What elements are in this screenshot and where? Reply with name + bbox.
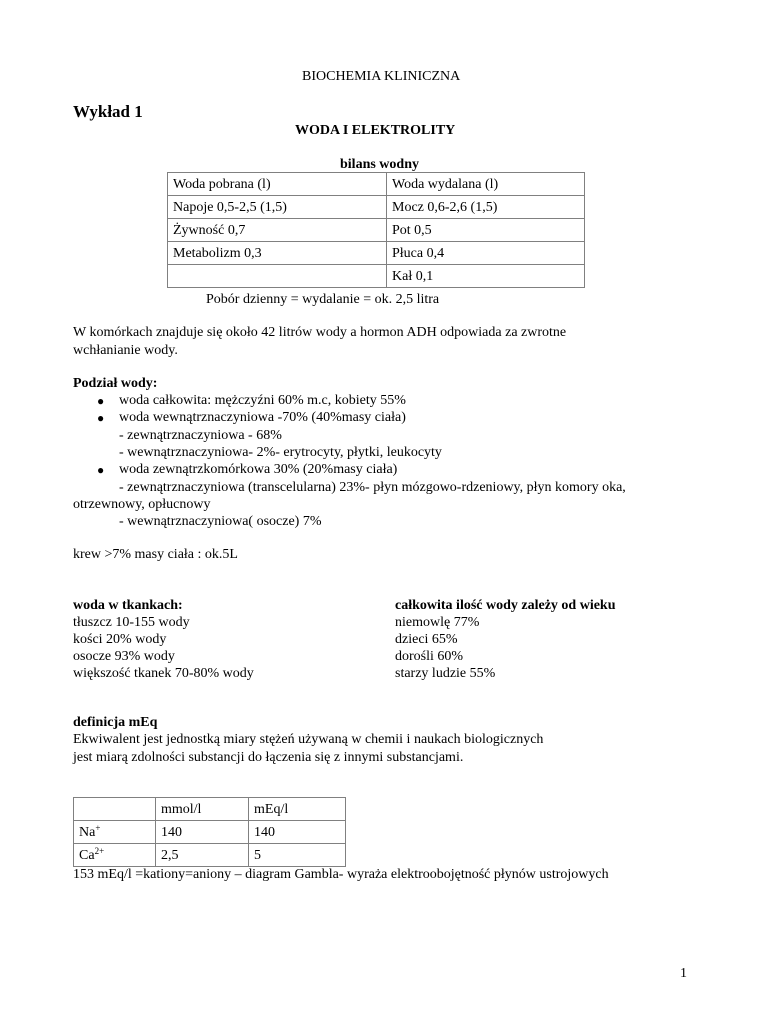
table-cell: 140 <box>249 821 346 844</box>
table-header-cell <box>74 798 156 821</box>
table-row <box>74 821 346 844</box>
list-subitem: - wewnątrznaczyniowa( osocze) 7% <box>119 514 322 529</box>
section-title: WODA I ELEKTROLITY <box>295 123 456 138</box>
table-row <box>168 242 585 265</box>
intro-line: wchłanianie wody. <box>73 343 178 358</box>
bullet-icon: ● <box>97 394 105 408</box>
ion-symbol: Ca <box>79 847 95 863</box>
table-cell: Napoje 0,5-2,5 (1,5) <box>168 196 387 219</box>
list-subitem: - zewnątrznaczyniowa - 68% <box>119 428 282 443</box>
table-row <box>168 265 585 288</box>
meq-line: Ekwiwalent jest jednostką miary stężeń używaną w chemii i naukach biologicznych <box>73 732 544 747</box>
table-cell: Żywność 0,7 <box>168 219 387 242</box>
table-row <box>74 798 346 821</box>
division-heading: Podział wody: <box>73 376 158 391</box>
list-item: osocze 93% wody <box>73 649 175 664</box>
list-item: dzieci 65% <box>395 632 458 647</box>
table-cell: 5 <box>249 844 346 867</box>
ions-table <box>73 797 346 867</box>
list-item: woda całkowita: mężczyźni 60% m.c, kobiety 55% <box>119 393 406 408</box>
table-row <box>168 196 585 219</box>
table-cell: Pot 0,5 <box>387 219 585 242</box>
table-cell: Kał 0,1 <box>387 265 585 288</box>
age-heading: całkowita ilość wody zależy od wieku <box>395 598 616 613</box>
table-cell: 2,5 <box>156 844 249 867</box>
table-row <box>168 173 585 196</box>
water-balance-caption: bilans wodny <box>340 157 419 172</box>
gamble-note: 153 mEq/l =kationy=aniony – diagram Gambla- wyraża elektroobojętność płynów ustrojowych <box>73 867 609 882</box>
list-item: dorośli 60% <box>395 649 464 664</box>
document-title: BIOCHEMIA KLINICZNA <box>302 69 461 84</box>
lecture-heading: Wykład 1 <box>73 102 143 121</box>
list-subitem-continuation: otrzewnowy, opłucnowy <box>73 497 211 512</box>
bullet-icon: ● <box>97 411 105 425</box>
table-cell: 140 <box>156 821 249 844</box>
list-item: starzy ludzie 55% <box>395 666 496 681</box>
table-header-cell: mmol/l <box>156 798 249 821</box>
list-item: większość tkanek 70-80% wody <box>73 666 254 681</box>
list-item: tłuszcz 10-155 wody <box>73 615 190 630</box>
water-balance-note: Pobór dzienny = wydalanie = ok. 2,5 litra <box>206 292 440 307</box>
page-number: 1 <box>680 966 687 981</box>
meq-line: jest miarą zdolności substancji do łączenia się z innymi substancjami. <box>73 750 464 765</box>
table-cell: Metabolizm 0,3 <box>168 242 387 265</box>
list-item: kości 20% wody <box>73 632 167 647</box>
table-cell: Woda wydalana (l) <box>387 173 585 196</box>
ion-symbol: Na <box>79 824 96 840</box>
table-cell: Woda pobrana (l) <box>168 173 387 196</box>
list-item: woda zewnątrzkomórkowa 30% (20%masy ciała) <box>119 462 398 477</box>
list-item: woda wewnątrznaczyniowa -70% (40%masy ciała) <box>119 410 406 425</box>
ion-cell <box>74 821 156 844</box>
ion-charge: 2+ <box>94 845 105 856</box>
table-cell: Płuca 0,4 <box>387 242 585 265</box>
water-balance-table <box>167 172 585 288</box>
list-subitem: - zewnątrznaczyniowa (transcelularna) 23%- płyn mózgowo-rdzeniowy, płyn komory oka, <box>119 480 626 495</box>
table-cell <box>168 265 387 288</box>
meq-heading: definicja mEq <box>73 715 158 730</box>
ion-cell <box>74 844 156 867</box>
blood-note: krew >7% masy ciała : ok.5L <box>73 547 238 562</box>
bullet-icon: ● <box>97 463 105 477</box>
table-row <box>74 844 346 867</box>
list-subitem: - wewnątrznaczyniowa- 2%- erytrocyty, płytki, leukocyty <box>119 445 442 460</box>
table-header-cell: mEq/l <box>249 798 346 821</box>
intro-line: W komórkach znajduje się około 42 litrów wody a hormon ADH odpowiada za zwrotne <box>73 325 567 340</box>
list-item: niemowlę 77% <box>395 615 480 630</box>
ion-charge: + <box>95 822 101 833</box>
table-cell: Mocz 0,6-2,6 (1,5) <box>387 196 585 219</box>
table-row <box>168 219 585 242</box>
tissues-heading: woda w tkankach: <box>73 598 183 613</box>
